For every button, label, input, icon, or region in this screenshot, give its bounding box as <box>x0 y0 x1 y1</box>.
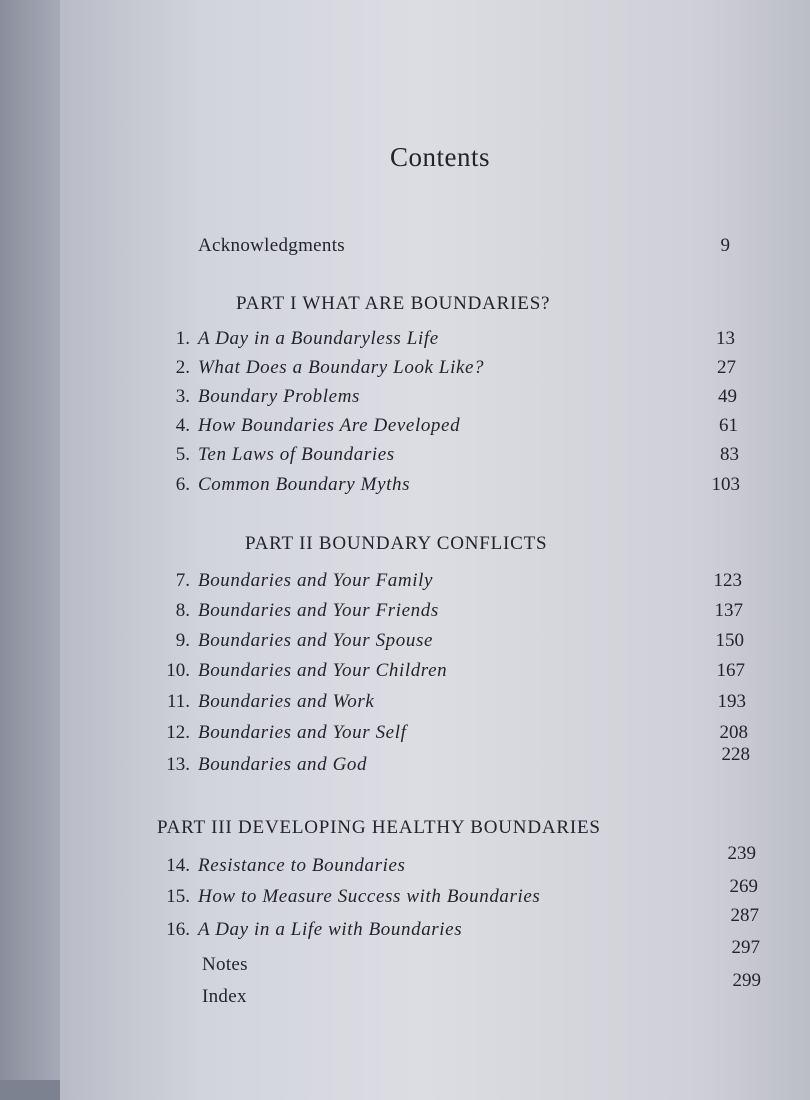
chapter-page: 61 <box>719 415 738 436</box>
chapter-title: Boundaries and Your Spouse <box>198 630 433 651</box>
chapter-number: 6. <box>175 474 190 495</box>
chapter-page: 150 <box>715 630 744 651</box>
chapter-title: Boundaries and Your Self <box>198 722 407 743</box>
chapter-number: 10. <box>166 660 190 681</box>
chapter-title: Boundaries and Work <box>198 691 375 712</box>
chapter-title: Boundaries and God <box>198 754 368 775</box>
toc-page-number: 299 <box>732 970 761 991</box>
chapter-title: Boundary Problems <box>198 386 361 407</box>
chapter-page: 287 <box>730 905 759 926</box>
toc-page-number: 9 <box>720 235 730 256</box>
chapter-page: 269 <box>729 876 758 897</box>
chapter-title: Boundaries and Your Children <box>198 660 448 681</box>
chapter-page: 137 <box>714 600 743 621</box>
chapter-number: 4. <box>175 415 190 436</box>
chapter-number: 5. <box>175 444 190 465</box>
chapter-number: 15. <box>166 886 190 907</box>
page-title: Contents <box>389 142 490 172</box>
part-heading: PART I WHAT ARE BOUNDARIES? <box>236 293 551 314</box>
chapter-number: 14. <box>166 855 190 876</box>
toc-label: Acknowledgments <box>198 235 345 256</box>
chapter-page: 27 <box>717 357 736 378</box>
chapter-title: Boundaries and Your Family <box>198 570 433 591</box>
chapter-page: 103 <box>711 474 740 495</box>
chapter-title: Ten Laws of Boundaries <box>198 444 395 465</box>
chapter-number: 16. <box>166 919 190 940</box>
chapter-page: 193 <box>717 691 746 712</box>
chapter-title: Common Boundary Myths <box>198 474 411 495</box>
chapter-number: 12. <box>166 722 190 743</box>
chapter-page: 13 <box>716 328 735 349</box>
chapter-page: 123 <box>713 570 742 591</box>
toc-page-number: 297 <box>731 937 760 958</box>
chapter-number: 9. <box>175 630 190 651</box>
chapter-number: 1. <box>175 328 190 349</box>
chapter-title: A Day in a Life with Boundaries <box>198 919 463 940</box>
chapter-title: What Does a Boundary Look Like? <box>198 357 485 378</box>
chapter-page: 49 <box>718 386 737 407</box>
chapter-title: Resistance to Boundaries <box>198 855 406 876</box>
chapter-number: 7. <box>175 570 190 591</box>
chapter-number: 8. <box>175 600 190 621</box>
chapter-title: Boundaries and Your Friends <box>198 600 439 621</box>
chapter-number: 13. <box>166 754 190 775</box>
chapter-number: 11. <box>166 691 190 712</box>
chapter-title: How to Measure Success with Boundaries <box>198 886 541 907</box>
chapter-title: A Day in a Boundaryless Life <box>198 328 439 349</box>
chapter-number: 2. <box>175 357 190 378</box>
toc-label: Index <box>202 986 247 1007</box>
chapter-page: 239 <box>727 843 756 864</box>
toc-label: Notes <box>202 954 248 975</box>
chapter-page: 83 <box>720 444 739 465</box>
part-heading: PART II BOUNDARY CONFLICTS <box>245 533 548 554</box>
chapter-number: 3. <box>175 386 190 407</box>
chapter-page: 228 <box>721 744 750 765</box>
chapter-page: 167 <box>716 660 745 681</box>
chapter-title: How Boundaries Are Developed <box>198 415 461 436</box>
part-heading: PART III DEVELOPING HEALTHY BOUNDARIES <box>157 817 601 838</box>
chapter-page: 208 <box>719 722 748 743</box>
